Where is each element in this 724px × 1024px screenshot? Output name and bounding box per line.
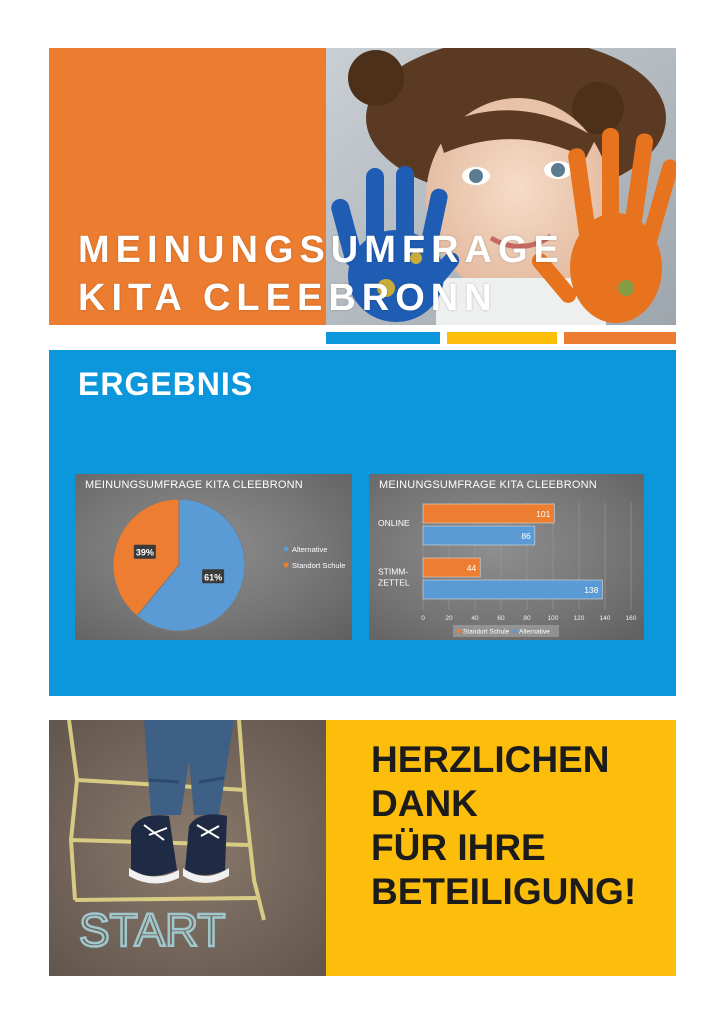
accent-stripe-yellow [447, 332, 557, 344]
bar-tick-label: 40 [471, 615, 479, 622]
page-title [78, 226, 565, 322]
pie-legend-swatch-1 [284, 563, 289, 568]
title-line-1: MEINUNGSUMFRAGE [78, 229, 565, 271]
bar-tick-label: 140 [599, 615, 611, 622]
bar-legend-swatch-0 [457, 629, 461, 633]
bar-legend-label-0: Standort Schule [463, 628, 510, 636]
pie-legend-label-1: Standort Schule [292, 561, 346, 570]
hopscotch-sneakers-photo [49, 720, 326, 976]
bar-legend-label-1: Alternative [519, 628, 550, 636]
bar-1-1 [423, 580, 602, 599]
bar-chart-title: MEINUNGSUMFRAGE KITA CLEEBRONN [379, 479, 597, 491]
chalk-start-text: START [79, 904, 226, 956]
bar-tick-label: 0 [421, 615, 425, 622]
thanks-line-1: HERZLICHEN [371, 739, 610, 780]
bar-0-0 [423, 504, 554, 523]
section-title: ERGEBNIS [78, 366, 254, 402]
bar-data-label: 44 [466, 563, 477, 573]
pie-chart [75, 474, 352, 640]
pie-legend-swatch-0 [284, 547, 289, 552]
bar-category-label: STIMM- [378, 566, 409, 577]
pie-chart-panel [75, 474, 352, 640]
bar-tick-label: 160 [625, 615, 637, 622]
bar-data-label: 138 [584, 585, 599, 595]
bar-category-label: ONLINE [378, 518, 410, 528]
thanks-message [371, 738, 636, 914]
title-line-2: KITA CLEEBRONN [78, 277, 498, 319]
pie-legend-label-0: Alternative [292, 545, 328, 554]
bar-data-label: 86 [521, 531, 531, 541]
bar-chart-panel [369, 474, 644, 640]
bar-tick-label: 120 [573, 615, 585, 622]
bar-0-1 [423, 526, 535, 545]
bar-tick-label: 80 [523, 615, 531, 622]
bar-tick-label: 60 [497, 615, 505, 622]
bar-tick-label: 20 [445, 615, 453, 622]
bar-legend-swatch-1 [513, 629, 517, 633]
accent-stripe-blue [326, 332, 440, 344]
thanks-line-4: BETEILIGUNG! [371, 871, 637, 912]
bar-category-label: ZETTEL [378, 577, 410, 588]
bar-chart [369, 474, 644, 640]
pie-chart-title: MEINUNGSUMFRAGE KITA CLEEBRONN [85, 479, 303, 491]
thanks-line-3: FÜR IHRE [371, 827, 546, 868]
pie-data-label-0: 61% [204, 572, 223, 583]
thanks-line-2: DANK [371, 783, 478, 824]
accent-stripe-orange [564, 332, 676, 344]
bar-tick-label: 100 [547, 615, 559, 622]
pie-data-label-1: 39% [135, 547, 154, 558]
bar-data-label: 101 [536, 509, 551, 519]
